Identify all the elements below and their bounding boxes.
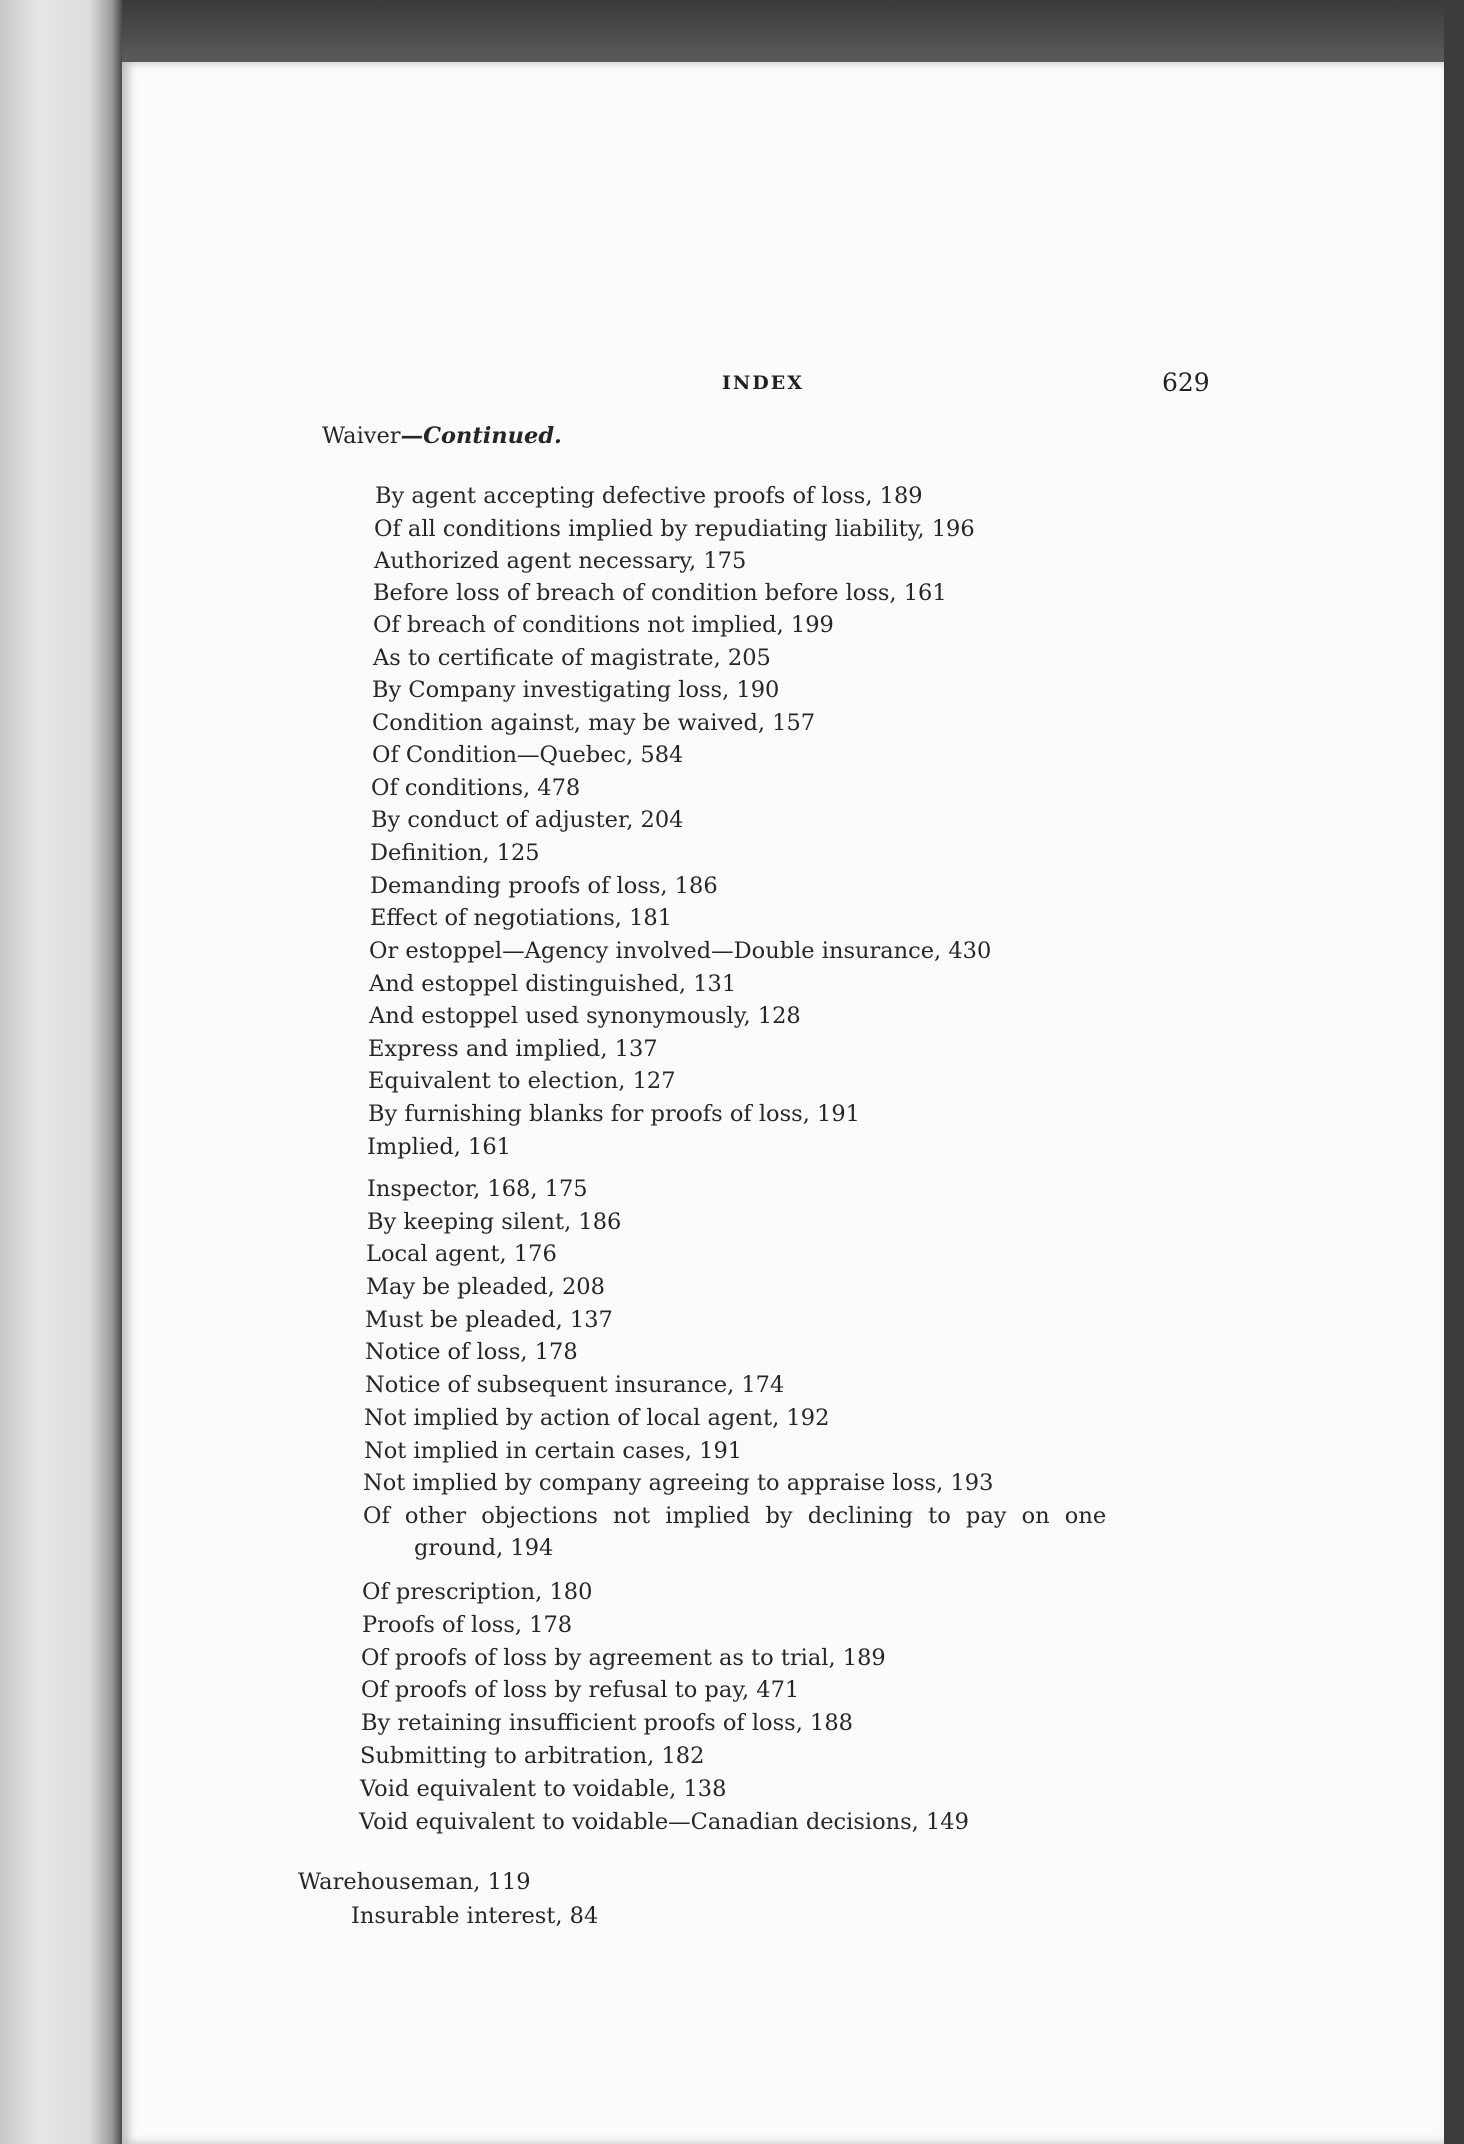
index-entry: Notice of subsequent insurance, 174	[365, 1372, 785, 1398]
index-entry: By furnishing blanks for proofs of loss, 191	[368, 1101, 860, 1127]
book-page	[122, 62, 1444, 2144]
index-entry: Notice of loss, 178	[365, 1339, 578, 1365]
index-heading-waiver	[322, 420, 562, 453]
index-entry: Of conditions, 478	[371, 775, 581, 801]
index-entry: Or estoppel—Agency involved—Double insurance, 430	[369, 938, 992, 964]
index-entry: By conduct of adjuster, 204	[371, 807, 684, 833]
index-entry: Before loss of breach of condition before loss, 161	[373, 580, 947, 606]
index-entry: Local agent, 176	[366, 1241, 557, 1267]
index-entry: Of proofs of loss by agreement as to trial, 189	[361, 1645, 886, 1671]
index-entry: May be pleaded, 208	[366, 1274, 605, 1300]
index-entry: Authorized agent necessary, 175	[374, 548, 747, 574]
index-entry: Of Condition—Quebec, 584	[372, 742, 684, 768]
index-entry: Of all conditions implied by repudiating liability, 196	[374, 516, 975, 542]
scanner-top-band	[0, 0, 1464, 62]
index-entry: By agent accepting defective proofs of loss, 189	[375, 483, 923, 509]
index-entry: Void equivalent to voidable, 138	[360, 1776, 727, 1802]
index-entry: Implied, 161	[367, 1134, 511, 1160]
index-entry: Demanding proofs of loss, 186	[370, 873, 718, 899]
index-entry: Condition against, may be waived, 157	[372, 710, 816, 736]
index-heading-warehouseman: Warehouseman, 119	[298, 1869, 531, 1895]
index-entry: Of proofs of loss by refusal to pay, 471	[361, 1677, 800, 1703]
page-number: 629	[1162, 368, 1210, 397]
index-entry: Inspector, 168, 175	[367, 1176, 588, 1202]
index-entry: Not implied by action of local agent, 192	[364, 1405, 830, 1431]
index-entry: By keeping silent, 186	[367, 1209, 622, 1235]
index-entry: Definition, 125	[370, 840, 540, 866]
heading-continued: —Continued.	[400, 423, 562, 449]
index-entry: Not implied by company agreeing to appraise loss, 193	[363, 1470, 994, 1496]
index-entry: Of breach of conditions not implied, 199	[373, 612, 834, 638]
index-entry: Express and implied, 137	[368, 1036, 658, 1062]
index-entry: Not implied in certain cases, 191	[364, 1438, 743, 1464]
index-entry: By retaining insufficient proofs of loss, 188	[361, 1710, 853, 1736]
heading-term: Waiver	[322, 423, 401, 449]
facing-page-edge	[0, 0, 122, 2144]
index-entry-continuation: ground, 194	[414, 1535, 554, 1561]
index-entry: Equivalent to election, 127	[368, 1068, 676, 1094]
index-entry: And estoppel used synonymously, 128	[369, 1003, 801, 1029]
index-entry: Of other objections not implied by declining to pay on one	[363, 1503, 1107, 1529]
index-entry: Void equivalent to voidable—Canadian decisions, 149	[359, 1809, 969, 1835]
index-entry: As to certificate of magistrate, 205	[373, 645, 771, 671]
index-entry: Effect of negotiations, 181	[370, 905, 673, 931]
index-entry: Must be pleaded, 137	[365, 1307, 613, 1333]
index-entry: And estoppel distinguished, 131	[369, 971, 737, 997]
scanner-right-strip	[1444, 0, 1464, 2144]
index-entry: Of prescription, 180	[362, 1579, 593, 1605]
index-entry: By Company investigating loss, 190	[372, 677, 780, 703]
index-entry: Proofs of loss, 178	[362, 1612, 573, 1638]
running-head: INDEX	[722, 372, 804, 394]
page-header	[122, 368, 1444, 412]
index-entry: Submitting to arbitration, 182	[360, 1743, 705, 1769]
index-entry: Insurable interest, 84	[351, 1903, 599, 1929]
